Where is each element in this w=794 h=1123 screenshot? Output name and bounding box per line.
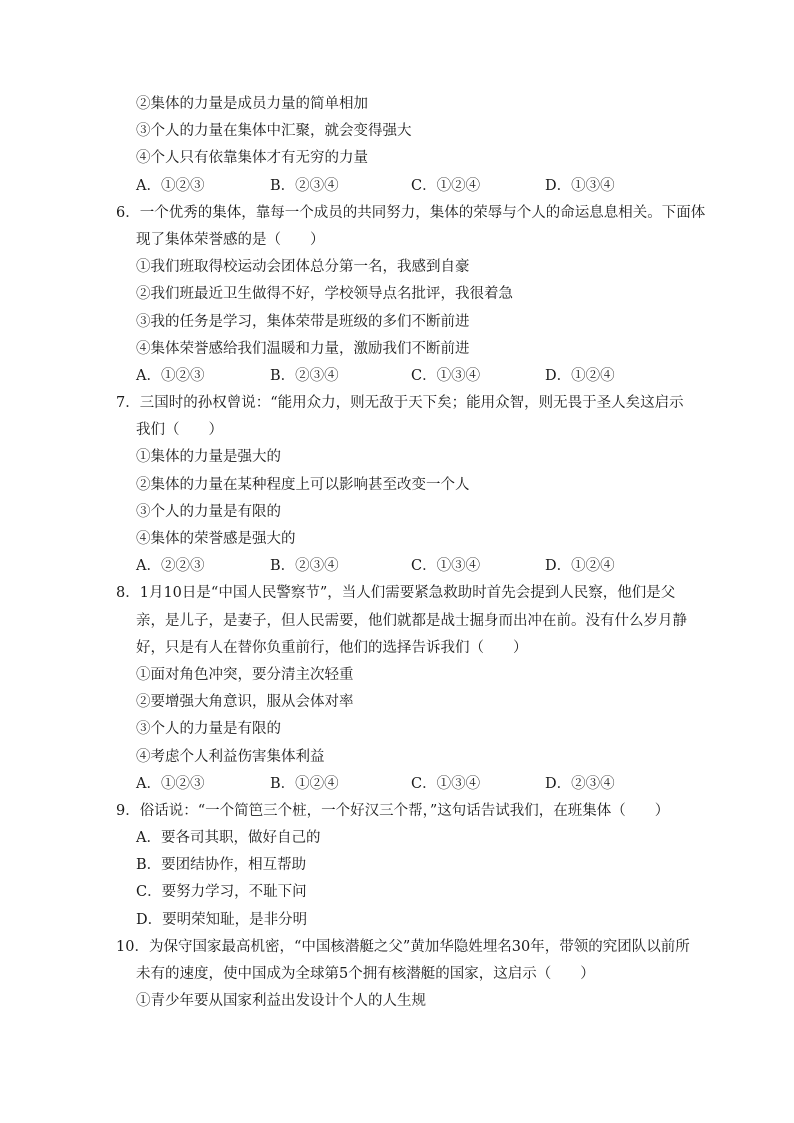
option-c: C．①③④: [411, 558, 481, 575]
option-a: A．②②③: [136, 558, 205, 575]
statement-1: ①我们班取得校运动会团体总分第一名，我感到自豪: [136, 259, 470, 276]
question-7: [116, 390, 716, 580]
question-stem: 未有的速度，使中国成为全球第5个拥有核潜艇的国家，这启示（ ）: [136, 966, 595, 982]
option-d: D．要明荣知耻，是非分明: [136, 911, 308, 928]
statement-3: ③个人的力量是有限的: [136, 721, 281, 738]
option-b: B．②③④: [270, 367, 339, 384]
option-d: D．①②④: [545, 367, 615, 384]
option-b: B．②③④: [270, 177, 339, 194]
statement-2: ②我们班最近卫生做得不好，学校领导点名批评，我很着急: [136, 286, 513, 303]
question-10: [116, 934, 716, 1016]
statement-3: ③个人的力量在集体中汇聚，就会变得强大: [136, 123, 412, 140]
option-a: A．要各司其职，做好自己的: [136, 830, 321, 847]
question-stem: 我们（ ）: [136, 422, 223, 439]
statement-4: ④考虑个人利益伤害集体利益: [136, 748, 325, 765]
question-stem: 8．1月10日是“中国人民警察节”，当人们需要紧急救助时首先会提到人民察，他们是父: [116, 585, 676, 602]
page-content: [116, 91, 716, 1015]
statement-2: ②要增强大角意识，服从会体对率: [136, 694, 354, 711]
statement-4: ④集体的荣誉感是强大的: [136, 531, 296, 547]
option-c: C．①③④: [411, 775, 481, 792]
question-stem: 6．一个优秀的集体，靠每一个成员的共同努力，集体的荣辱与个人的命运息息相关。下面体: [116, 204, 706, 221]
statement-1: ①面对角色冲突，要分清主次轻重: [136, 666, 354, 683]
answer-options: [116, 771, 716, 798]
option-a: A．①②③: [136, 177, 205, 194]
option-d: D．①②④: [545, 558, 615, 575]
question-stem: 9．俗话说：“一个简笆三个桩，一个好汉三个帮，”这句话告试我们，在班集体（ ）: [116, 802, 670, 819]
option-c: C．要努力学习，不耻下问: [136, 884, 307, 901]
statement-3: ③我的任务是学习，集体荣带是班级的多们不断前进: [136, 313, 470, 330]
option-c: C．①③④: [411, 367, 481, 384]
question-stem: 好，只是有人在替你负重前行，他们的选择告诉我们（ ）: [136, 639, 528, 656]
option-c: C．①②④: [411, 177, 481, 194]
statement-1: ①集体的力量是强大的: [136, 449, 281, 466]
statement-1: ①青少年要从国家利益出发设计个人的人生规: [136, 993, 426, 1010]
question-8: [116, 580, 716, 798]
statement-2: ②集体的力量是成员力量的简单相加: [136, 96, 368, 112]
option-a: A．①②③: [136, 775, 205, 792]
question-stem: 10．为保守国家最高机密，“中国核潜艇之父”黄加华隐姓埋名30年，带领的究团队以前所: [116, 938, 690, 955]
statement-2: ②集体的力量在某种程度上可以影响甚至改变一个人: [136, 476, 470, 493]
option-a: A．①②③: [136, 367, 205, 384]
question-stem: 现了集体荣誉感的是（ ）: [136, 231, 325, 248]
question-5-continued: [116, 91, 716, 200]
answer-options: [116, 553, 716, 580]
question-stem: 7．三国时的孙权曾说：“能用众力，则无敌于天下矣；能用众智，则无畏于圣人矣这启示: [116, 395, 684, 412]
question-6: [116, 200, 716, 390]
option-d: D．①③④: [545, 177, 615, 194]
option-d: D．②③④: [545, 775, 615, 792]
question-9: [116, 798, 716, 934]
option-b: B．要团结协作，相互帮助: [136, 857, 307, 874]
statement-4: ④集体荣誉感给我们温暖和力量，激励我们不断前进: [136, 340, 470, 357]
statement-3: ③个人的力量是有限的: [136, 503, 281, 520]
statement-4: ④个人只有依靠集体才有无穷的力量: [136, 150, 368, 167]
answer-options: [116, 173, 716, 200]
option-b: B．①②④: [270, 775, 339, 792]
question-stem: 亲，是儿子，是妻子，但人民需要，他们就都是战士掘身而出冲在前。没有什么岁月静: [136, 612, 687, 629]
option-b: B．②③④: [270, 558, 339, 575]
answer-options: [116, 363, 716, 390]
